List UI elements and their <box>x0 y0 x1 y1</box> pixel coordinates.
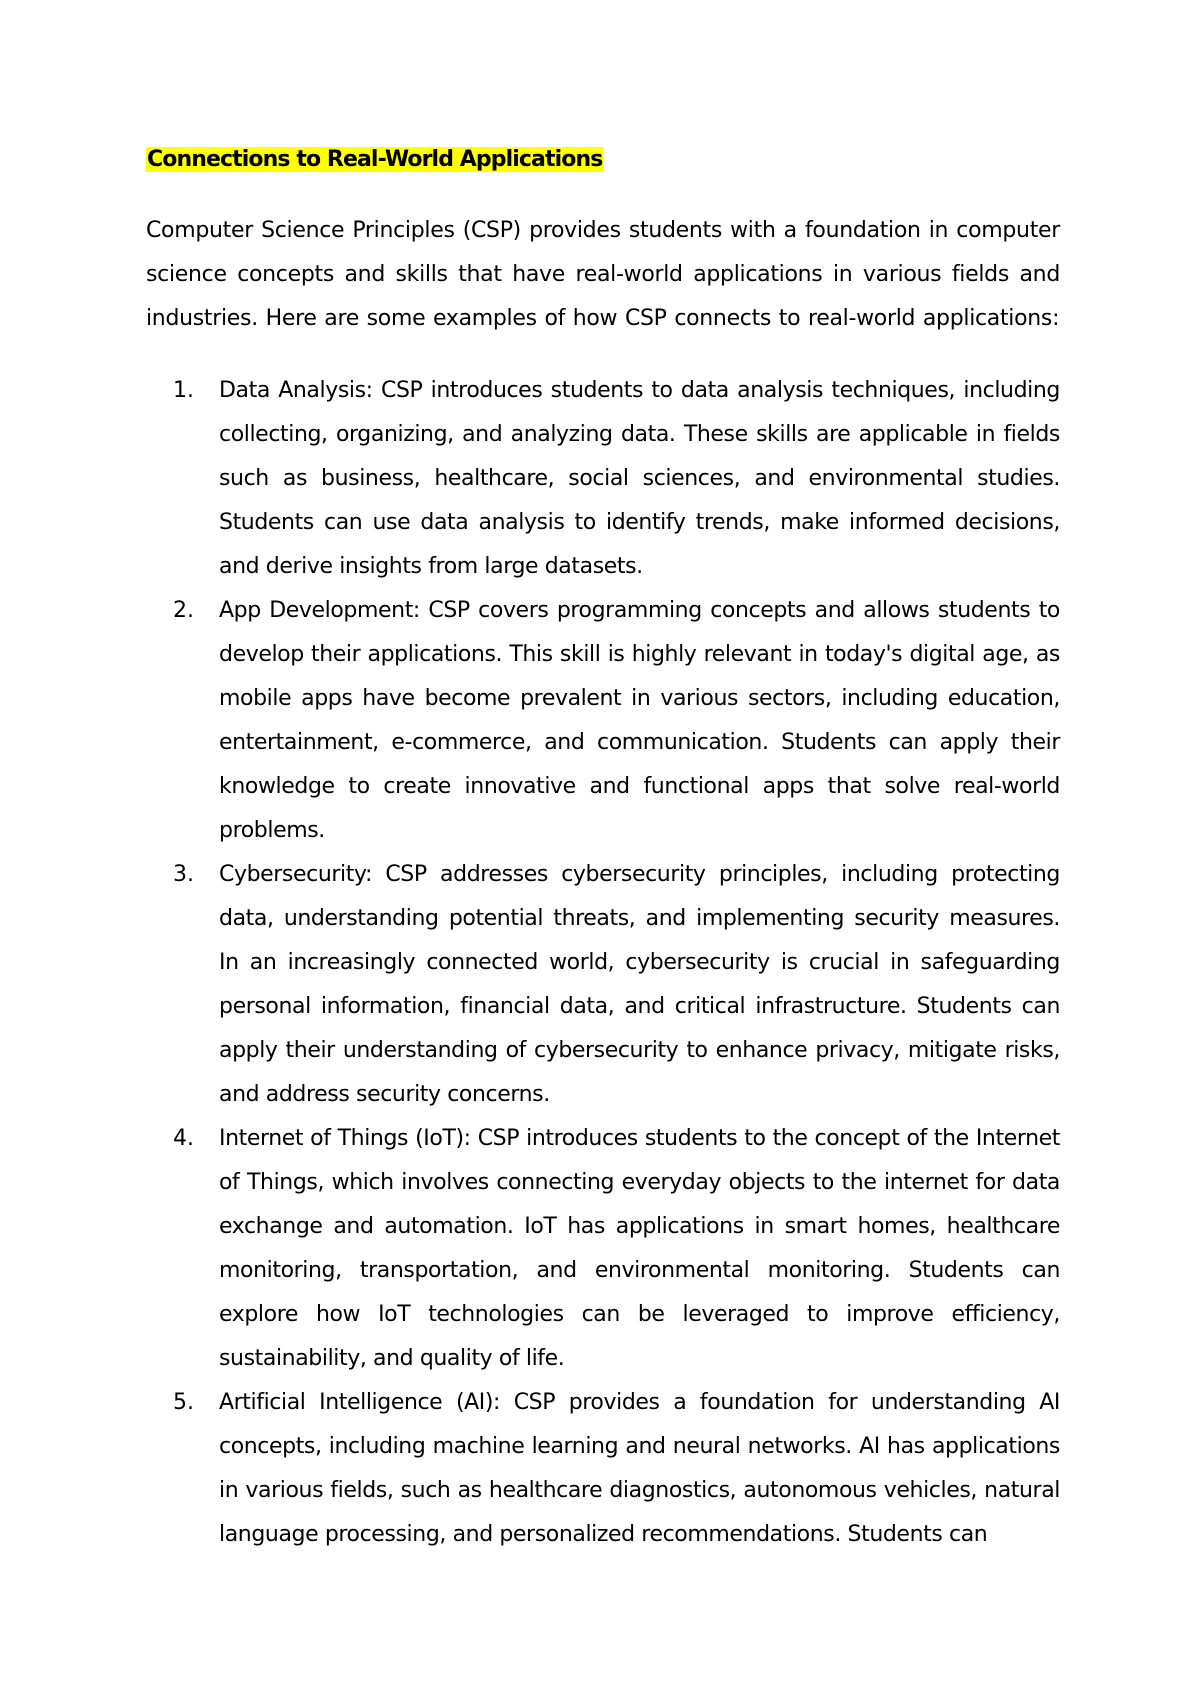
list-item-text: Artificial Intelligence (AI): CSP provides a foundation for understanding AI concepts, including machine learning and neural networks. AI has applications in various fields, such as healthcare diagnostics, autonomous vehicles, natural language processing, and personalized recommendations. Students can <box>219 1390 1060 1547</box>
list-item-number: 4. <box>173 1126 194 1151</box>
list-item <box>146 1117 1060 1381</box>
list-item <box>146 853 1060 1117</box>
section-heading <box>146 143 1060 177</box>
list-item-text: Data Analysis: CSP introduces students to data analysis techniques, including collecting, organizing, and analyzing data. These skills are applicable in fields such as business, healthcare, social sciences, and environmental studies. Students can use data analysis to identify trends, make informed decisions, and derive insights from large datasets. <box>219 378 1060 579</box>
list-item-text: Internet of Things (IoT): CSP introduces students to the concept of the Internet of Things, which involves connecting everyday objects to the internet for data exchange and automation. IoT has applications in smart homes, healthcare monitoring, transportation, and environmental monitoring. Students can explore how IoT technologies can be leveraged to improve efficiency, sustainability, and quality of life. <box>219 1126 1060 1371</box>
list-item-text: Cybersecurity: CSP addresses cybersecurity principles, including protecting data, understanding potential threats, and implementing security measures. In an increasingly connected world, cybersecurity is crucial in safeguarding personal information, financial data, and critical infrastructure. Students can apply their understanding of cybersecurity to enhance privacy, mitigate risks, and address security concerns. <box>219 862 1060 1107</box>
list-item <box>146 589 1060 853</box>
list-item-number: 3. <box>173 862 194 887</box>
list-item-text: App Development: CSP covers programming concepts and allows students to develop their applications. This skill is highly relevant in today's digital age, as mobile apps have become prevalent in various sectors, including education, entertainment, e-commerce, and communication. Students can apply their knowledge to create innovative and functional apps that solve real-world problems. <box>219 598 1060 843</box>
list-item-number: 2. <box>173 598 194 623</box>
document-body <box>146 143 1060 1557</box>
list-item <box>146 1381 1060 1557</box>
list-item <box>146 369 1060 589</box>
applications-list <box>146 369 1060 1557</box>
highlighted-heading-text: Connections to Real-World Applications <box>147 147 603 172</box>
list-item-number: 5. <box>173 1390 194 1415</box>
intro-paragraph: Computer Science Principles (CSP) provides students with a foundation in computer science concepts and skills that have real-world applications in various fields and industries. Here are some examples of how CSP connects to real-world applications: <box>146 218 1060 331</box>
list-item-number: 1. <box>173 378 194 403</box>
